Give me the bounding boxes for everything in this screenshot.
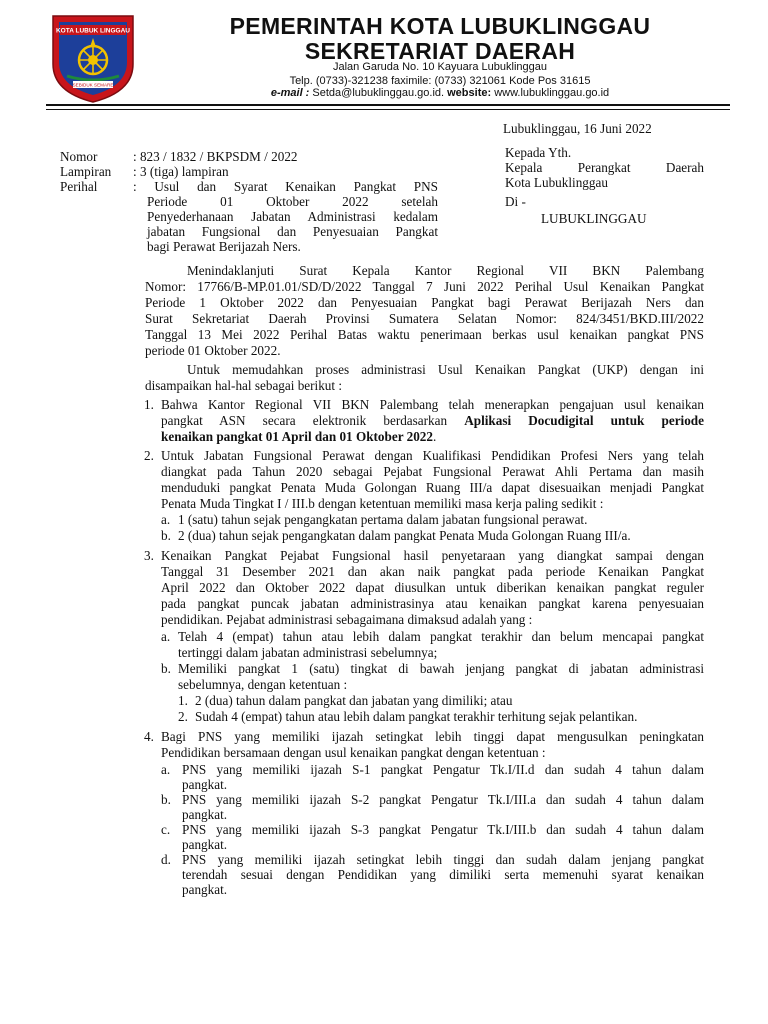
nomor-value: : 823 / 1832 / BKPSDM / 2022 — [133, 149, 298, 164]
office-title: SEKRETARIAT DAERAH — [304, 38, 576, 64]
item3-sub-line: sebelumnya, dengan ketentuan : — [178, 677, 348, 692]
nomor-label: Nomor — [60, 149, 98, 164]
letterhead-rule-thin — [46, 109, 730, 110]
website-link[interactable]: www.lubuklinggau.go.id — [494, 87, 610, 99]
item3-line: Kenaikan Pangkat Pejabat Fungsional hasil penyetaraan yang diangkat sampai dengan — [161, 548, 704, 563]
item4-sub-label: d. — [161, 852, 171, 867]
item4-sub-label: b. — [161, 792, 171, 807]
place-date: Lubuklinggau, 16 Juni 2022 — [503, 121, 652, 136]
item4-line: Bagi PNS yang memiliki ijazah setingkat lebih tinggi dapat mengusulkan peningkatan — [161, 729, 704, 744]
item4-sub-line: PNS yang memiliki ijazah S-1 pangkat Pengatur Tk.I/II.d dan sudah 4 tahun dalam — [182, 762, 704, 777]
para1-line: Surat Sekretariat Daerah Provinsi Sumatera Selatan Nomor: 824/3451/BKD.III/2022 — [145, 311, 704, 326]
para1-line: Nomor: 17766/B-MP.01.01/SD/D/2022 Tanggal 7 Juni 2022 Perihal Usul Kenaikan Pangkat — [145, 279, 704, 294]
recipient-line: Kepala Perangkat Daerah — [505, 160, 704, 175]
perihal-line: Periode 01 Oktober 2022 setelah — [147, 194, 438, 209]
item4-sub-label: a. — [161, 762, 171, 777]
item3-sub-label: b. — [161, 661, 171, 676]
item3-line: Tanggal 31 Desember 2021 dan akan naik pangkat pada periode Kenaikan Pangkat — [161, 564, 704, 579]
item2-sub-label: a. — [161, 512, 171, 527]
item4-sub-line: PNS yang memiliki ijazah S-2 pangkat Pengatur Tk.I/III.a dan sudah 4 tahun dalam — [182, 792, 704, 807]
item3-number: 3. — [144, 548, 154, 563]
website-label: website: — [447, 87, 492, 99]
item3-line: pada pangkat puncak jabatan administrasinya atau kenaikan pangkat karena penyesuaian — [161, 596, 704, 611]
item2-sub-text: 1 (satu) tahun sejak pengangkatan pertama dalam jabatan fungsional perawat. — [178, 512, 588, 527]
email-label: e-mail : — [270, 87, 310, 99]
item4-sub-line: pangkat. — [182, 837, 228, 852]
item1-number: 1. — [144, 397, 154, 412]
item2-sub-text: 2 (dua) tahun sejak pengangkatan dalam pangkat Penata Muda Golongan Ruang III/a. — [178, 528, 631, 543]
item4-number: 4. — [144, 729, 154, 744]
government-title: PEMERINTAH KOTA LUBUKLINGGAU — [229, 13, 651, 39]
item4-sub-line: pangkat. — [182, 807, 228, 822]
item3-b-sub-text: 2 (dua) tahun dalam pangkat dan jabatan yang dimiliki; atau — [195, 693, 513, 708]
item2-line: diangkat pada Tahun 2020 sebagai Pejabat Fungsional Perawat Ahli Pertama dan masih — [161, 464, 704, 479]
item3-sub-line: Memiliki pangkat 1 (satu) tingkat di bawah jenjang pangkat di jabatan administrasi — [178, 661, 704, 676]
logo-motto: SEBIDUK SEMARE — [72, 82, 114, 88]
item2-number: 2. — [144, 448, 154, 463]
perihal-line: : Usul dan Syarat Kenaikan Pangkat PNS — [133, 179, 438, 194]
item4-sub-line: PNS yang memiliki ijazah S-3 pangkat Pengatur Tk.I/III.b dan sudah 4 tahun dalam — [182, 822, 704, 837]
para1-line: Periode 1 Oktober 2022 dan Penyesuaian Pangkat bagi Perawat Berijazah Ners dan — [145, 295, 704, 310]
office-address: Jalan Garuda No. 10 Kayuara Lubuklinggau — [332, 61, 548, 73]
item2-line: menduduki pangkat Penata Muda Golongan Ruang III/a dapat disesuaikan menjadi Pangkat — [161, 480, 704, 495]
item2-line: Untuk Jabatan Fungsional Perawat dengan Kualifikasi Pendidikan Profesi Ners yang telah — [161, 448, 704, 463]
para2-line: Untuk memudahkan proses administrasi Usul Kenaikan Pangkat (UKP) dengan ini — [187, 362, 704, 377]
lampiran-value: : 3 (tiga) lampiran — [133, 164, 229, 179]
email-link[interactable]: Setda@lubuklinggau.go.id. — [312, 87, 445, 99]
item1-line: kenaikan pangkat 01 April dan 01 Oktober 2022. — [161, 429, 437, 444]
para1-line: Tanggal 13 Mei 2022 Perihal Batas waktu penerimaan berkas usul kenaikan pangkat PNS — [145, 327, 704, 342]
lampiran-label: Lampiran — [60, 164, 112, 179]
city-emblem-logo — [47, 12, 139, 104]
item1-plain: pangkat ASN secara elektronik berdasarkan — [161, 413, 448, 428]
item3-line: pendidikan. Pejabat administrasi sebagaimana dimaksud adalah yang : — [161, 612, 533, 627]
item3-b-sub-label: 1. — [178, 693, 188, 708]
recipient-city: LUBUKLINGGAU — [541, 211, 647, 226]
para1-line: Menindaklanjuti Surat Kepala Kantor Regional VII BKN Palembang — [187, 263, 704, 278]
perihal-line: jabatan Fungsional dan Penyesuaian Pangkat — [147, 224, 438, 239]
office-contact — [150, 87, 730, 99]
item4-line: Pendidikan bersamaan dengan usul kenaikan pangkat dengan ketentuan : — [161, 745, 546, 760]
item1-line — [161, 413, 704, 429]
item3-line: April 2022 dan Oktober 2022 dapat diusulkan untuk diberikan kenaikan pangkat reguler — [161, 580, 704, 595]
item4-sub-line: pangkat. — [182, 777, 228, 792]
item4-sub-label: c. — [161, 822, 171, 837]
item4-sub-line: pangkat. — [182, 882, 228, 897]
recipient-greeting: Kepada Yth. — [505, 145, 572, 160]
item2-line: Penata Muda Tingkat I / III.b dengan ketentuan memiliki masa kerja paling sedikit : — [161, 496, 604, 511]
item3-sub-line: Telah 4 (empat) tahun atau lebih dalam pangkat terakhir dan belum mencapai pangkat — [178, 629, 704, 644]
item4-sub-line: terendah sesuai dengan Pendidikan yang dimiliki serta memenuhi syarat kenaikan — [182, 867, 704, 882]
logo-caption: KOTA LUBUK LINGGAU — [55, 27, 131, 35]
item1-line: Bahwa Kantor Regional VII BKN Palembang telah menerapkan pengajuan usul kenaikan — [161, 397, 704, 412]
item2-sub-label: b. — [161, 528, 171, 543]
perihal-line: Penyederhanaan Jabatan Administrasi kedalam — [147, 209, 438, 224]
item1-bold-period: kenaikan pangkat 01 April dan 01 Oktober 2022 — [161, 429, 433, 444]
item3-b-sub-label: 2. — [178, 709, 188, 724]
recipient-di: Di - — [505, 194, 526, 209]
para1-line: periode 01 Oktober 2022. — [145, 343, 281, 358]
item3-sub-line: tertinggi dalam jabatan administrasi sebelumnya; — [178, 645, 438, 660]
perihal-line: bagi Perawat Berijazah Ners. — [147, 239, 301, 254]
item1-bold: Aplikasi Docudigital untuk periode — [464, 413, 704, 428]
para2-line: disampaikan hal-hal sebagai berikut : — [145, 378, 343, 393]
perihal-label: Perihal — [60, 179, 98, 194]
item4-sub-line: PNS yang memiliki ijazah setingkat lebih tinggi dan sudah dalam jenjang pangkat — [182, 852, 704, 867]
recipient-line: Kota Lubuklinggau — [505, 175, 608, 190]
item3-b-sub-text: Sudah 4 (empat) tahun atau lebih dalam pangkat terakhir terhitung sejak pelantikan. — [195, 709, 638, 724]
letterhead-rule-thick — [46, 104, 730, 106]
office-phone: Telp. (0733)-321238 faximile: (0733) 321061 Kode Pos 31615 — [289, 75, 591, 87]
item3-sub-label: a. — [161, 629, 171, 644]
